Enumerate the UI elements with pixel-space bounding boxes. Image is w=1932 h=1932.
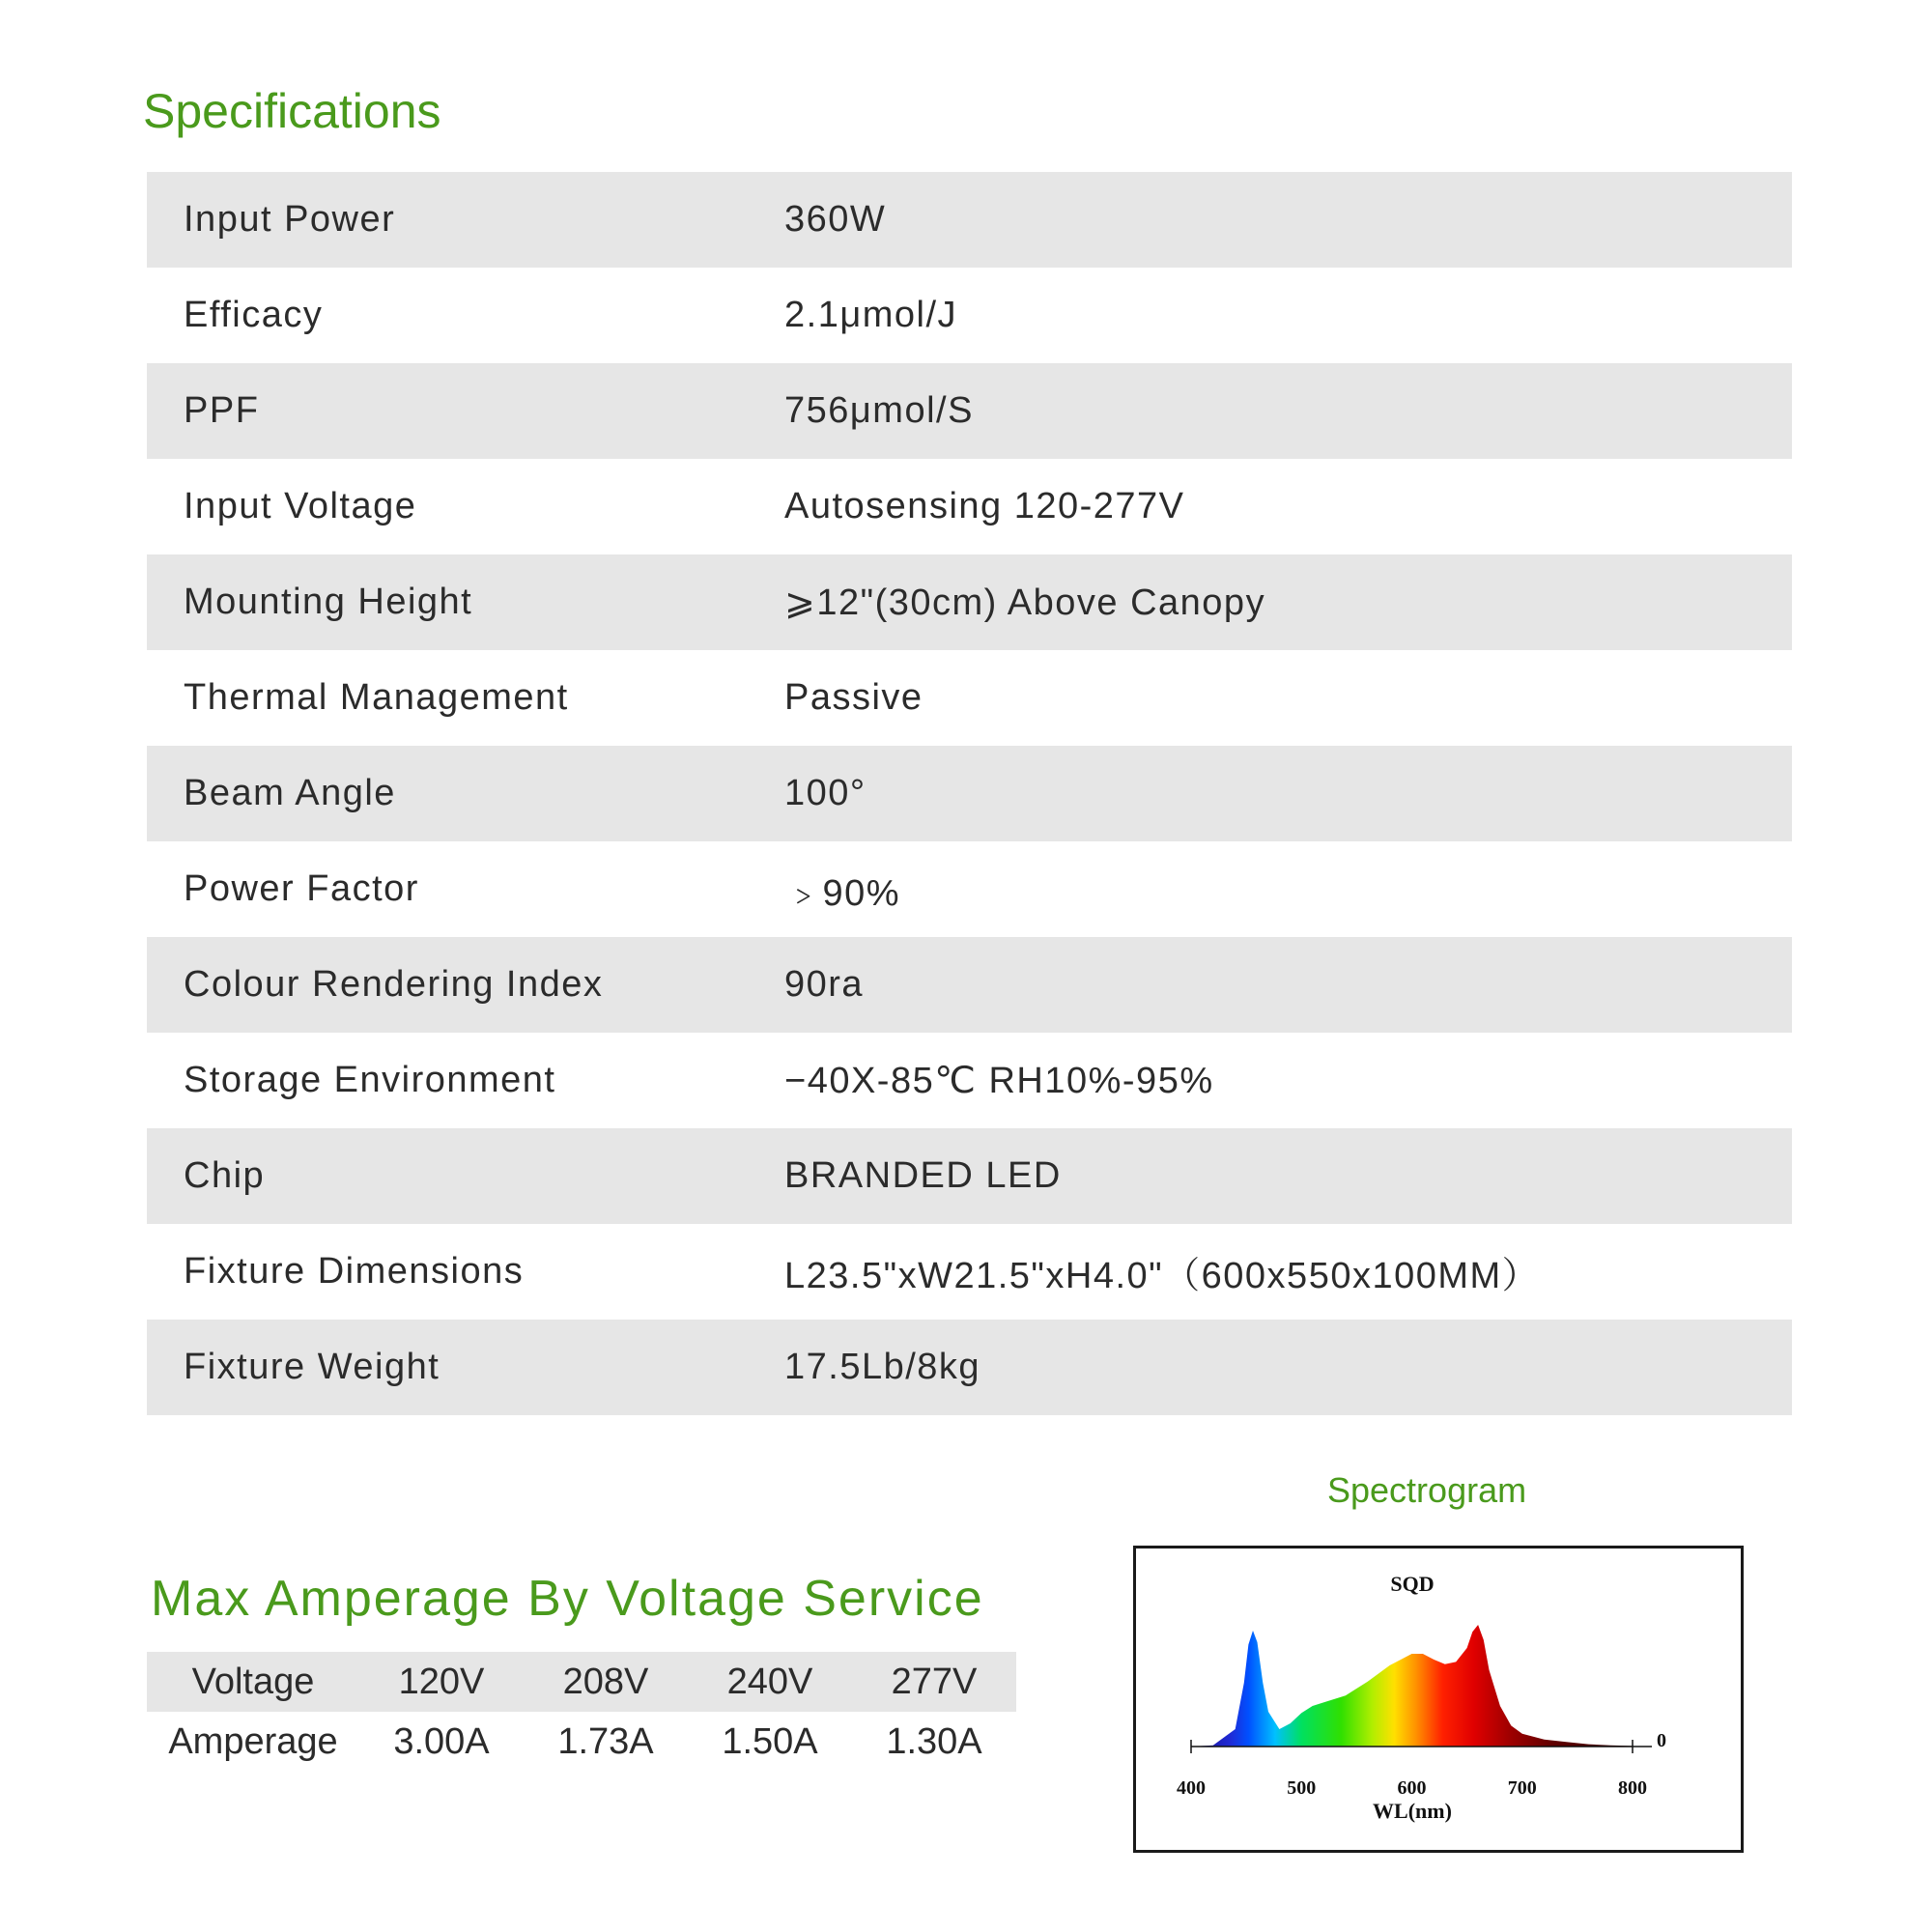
- spec-value: 360W: [784, 199, 887, 240]
- x-tick-label: 800: [1618, 1777, 1647, 1799]
- voltage-cell: 208V: [562, 1661, 649, 1702]
- x-tick-label: 500: [1287, 1777, 1317, 1799]
- spec-row: [147, 459, 1792, 554]
- spec-value: 756μmol/S: [784, 390, 974, 431]
- amperage-cell: 1.73A: [557, 1720, 654, 1762]
- spec-value: −40X-85℃ RH10%-95%: [784, 1061, 1214, 1101]
- spec-row: [147, 841, 1792, 937]
- spec-row: [147, 268, 1792, 363]
- y-tick-label: 0: [1657, 1730, 1666, 1751]
- spec-row: [147, 746, 1792, 841]
- voltage-cell: 240V: [726, 1661, 813, 1702]
- spec-value: ﹥90%: [784, 873, 901, 914]
- amperage-cell: 1.30A: [886, 1720, 982, 1762]
- voltage-cell: 277V: [891, 1661, 978, 1702]
- spec-value: BRANDED LED: [784, 1155, 1062, 1196]
- specifications-title: Specifications: [143, 84, 441, 138]
- specifications-table: [147, 172, 1792, 1415]
- amperage-row: [147, 1712, 1016, 1772]
- spec-value: ⩾12"(30cm) Above Canopy: [784, 582, 1266, 623]
- spec-label: Power Factor: [184, 868, 419, 909]
- spectrogram-svg: [1136, 1548, 1741, 1850]
- x-tick-label: 700: [1507, 1777, 1537, 1799]
- amperage-label: Amperage: [168, 1720, 338, 1762]
- spec-value: L23.5"xW21.5"xH4.0"（600x550x100MM）: [784, 1256, 1541, 1296]
- spec-value: Passive: [784, 677, 923, 718]
- chart-title: SQD: [1390, 1572, 1435, 1596]
- spectrogram-chart: [1133, 1546, 1744, 1853]
- spec-value: Autosensing 120-277V: [784, 486, 1185, 526]
- spectrogram-caption: Spectrogram: [1327, 1470, 1527, 1510]
- spec-row: [147, 937, 1792, 1033]
- spec-label: Input Voltage: [184, 486, 417, 526]
- spec-label: Input Power: [184, 199, 396, 240]
- amperage-header-row: [147, 1652, 1016, 1712]
- amperage-cell: 3.00A: [393, 1720, 490, 1762]
- spec-row: [147, 1128, 1792, 1224]
- spec-value: 100°: [784, 773, 867, 813]
- amperage-cell: 1.50A: [722, 1720, 818, 1762]
- spec-label: Fixture Dimensions: [184, 1251, 525, 1292]
- spec-label: Chip: [184, 1155, 266, 1196]
- spec-value: 17.5Lb/8kg: [784, 1347, 981, 1387]
- spec-label: Beam Angle: [184, 773, 396, 813]
- spec-label: Thermal Management: [184, 677, 569, 718]
- spec-value: 2.1μmol/J: [784, 295, 958, 335]
- spec-label: Storage Environment: [184, 1060, 556, 1100]
- voltage-label: Voltage: [191, 1661, 315, 1702]
- spec-row: [147, 1224, 1792, 1320]
- spectrum-area: [1191, 1625, 1633, 1747]
- spec-label: Fixture Weight: [184, 1347, 440, 1387]
- x-tick-label: 600: [1397, 1777, 1427, 1799]
- spec-row: [147, 554, 1792, 650]
- spec-row: [147, 172, 1792, 268]
- spec-value: 90ra: [784, 964, 865, 1005]
- x-tick-label: 400: [1177, 1777, 1206, 1799]
- spec-label: Colour Rendering Index: [184, 964, 604, 1005]
- amperage-table: [147, 1652, 1016, 1772]
- spec-row: [147, 363, 1792, 459]
- spec-label: PPF: [184, 390, 260, 431]
- spec-label: Mounting Height: [184, 582, 473, 622]
- amperage-title: Max Amperage By Voltage Service: [151, 1571, 984, 1627]
- spec-label: Efficacy: [184, 295, 324, 335]
- x-axis-label: WL(nm): [1373, 1799, 1452, 1823]
- voltage-cell: 120V: [398, 1661, 485, 1702]
- spec-row: [147, 1033, 1792, 1128]
- spec-row: [147, 650, 1792, 746]
- spec-row: [147, 1320, 1792, 1415]
